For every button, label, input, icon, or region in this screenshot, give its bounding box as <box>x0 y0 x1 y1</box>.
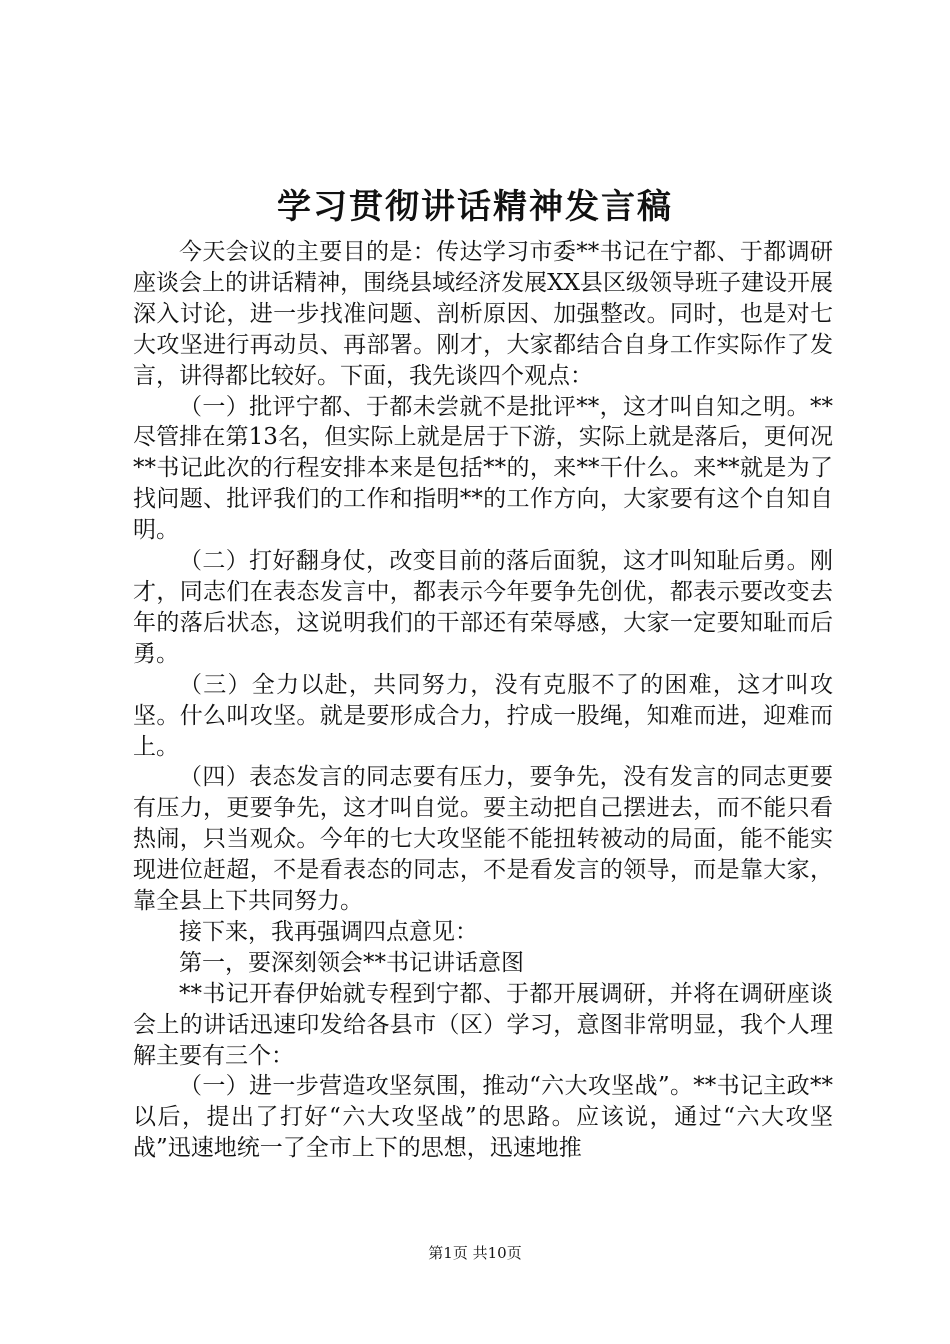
page-number: 第1页 <box>428 1244 468 1262</box>
paragraph-point-1: （一）批评宁都、于都未尝就不是批评**，这才叫自知之明。**尽管排在第13名，但实际上就是居于下游，实际上就是落后，更何况**书记此次的行程安排本来是包括**的，来**干什么。来**就是为了找问题、批评我们的工作和指明**的工作方向，大家要有这个自知自明。 <box>133 393 833 544</box>
paragraph-transition: 接下来，我再强调四点意见： <box>179 918 478 945</box>
paragraph-point-2: （二）打好翻身仗，改变目前的落后面貌，这才叫知耻后勇。刚才，同志们在表态发言中，都表示今年要争先创优，都表示要改变去年的落后状态，这说明我们的干部还有荣辱感，大家一定要知耻而后勇。 <box>133 548 833 667</box>
section-heading-1: 第一，要深刻领会**书记讲话意图 <box>179 949 524 976</box>
paragraph-section-1-item-1: （一）进一步营造攻坚氛围，推动“六大攻坚战”。**书记主政**以后，提出了打好“六大攻坚战”的思路。应该说，通过“六大攻坚战”迅速地统一了全市上下的思想，迅速地推 <box>133 1073 833 1162</box>
paragraph-intro: 今天会议的主要目的是：传达学习市委**书记在宁都、于都调研座谈会上的讲话精神，围绕县域经济发展XX县区级领导班子建设开展深入讨论，进一步找准问题、剖析原因、加强整改。同时，也是对七大攻坚进行再动员、再部署。刚才，大家都结合自身工作实际作了发言，讲得都比较好。下面，我先谈四个观点： <box>133 239 833 389</box>
paragraph-section-1-intro: **书记开春伊始就专程到宁都、于都开展调研，并将在调研座谈会上的讲话迅速印发给各县市（区）学习，意图非常明显，我个人理解主要有三个： <box>133 980 833 1069</box>
page-total: 共10页 <box>472 1244 522 1262</box>
page-footer <box>0 1243 950 1263</box>
document-title: 学习贯彻讲话精神发言稿 <box>277 187 673 227</box>
document-body <box>133 237 833 1164</box>
paragraph-point-3: （三）全力以赴，共同努力，没有克服不了的困难，这才叫攻坚。什么叫攻坚。就是要形成合力，拧成一股绳，知难而进，迎难而上。 <box>133 671 833 760</box>
paragraph-point-4: （四）表态发言的同志要有压力，要争先，没有发言的同志更要有压力，更要争先，这才叫自觉。要主动把自己摆进去，而不能只看热闹，只当观众。今年的七大攻坚能不能扭转被动的局面，能不能实现进位赶超，不是看表态的同志，不是看发言的领导，而是靠大家，靠全县上下共同努力。 <box>133 764 833 915</box>
